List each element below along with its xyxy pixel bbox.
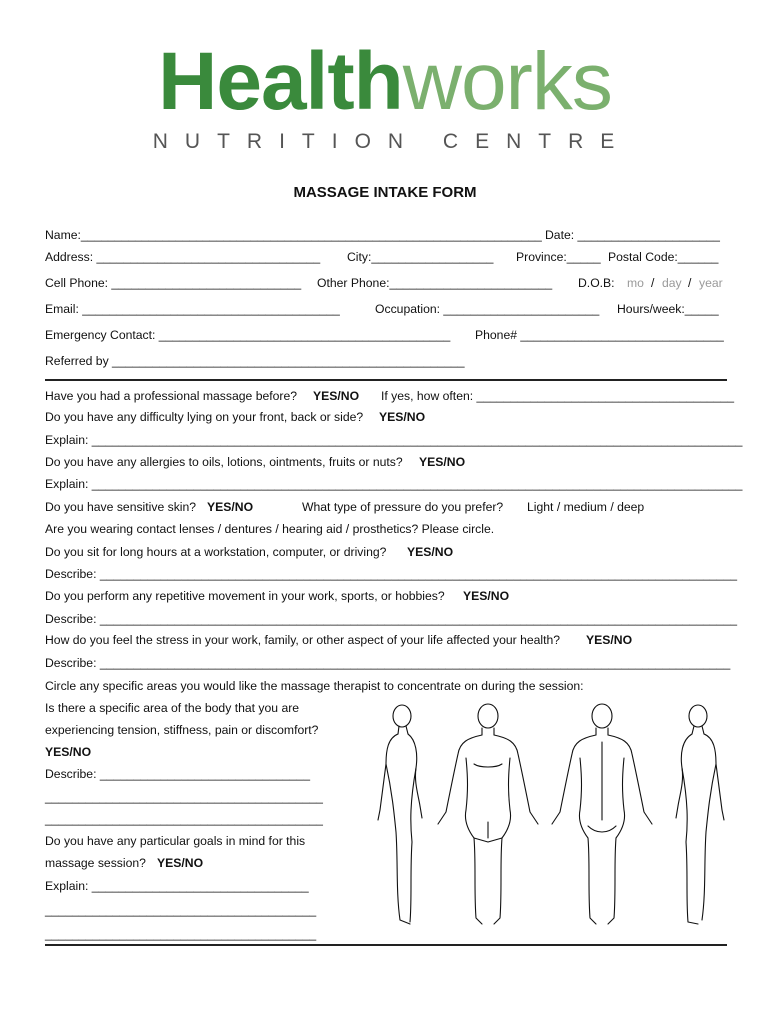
logo-bold: Health bbox=[158, 36, 403, 127]
blank-line[interactable]: _________________________________________ bbox=[45, 812, 323, 826]
explain-field[interactable]: Explain: ________________________________ bbox=[45, 879, 309, 893]
question-text: Are you wearing contact lenses / dentures / hearing aid / prosthetics? Please circle. bbox=[45, 522, 495, 536]
question-repetitive bbox=[45, 588, 727, 604]
dob-year[interactable]: year bbox=[699, 276, 723, 290]
question-sitting bbox=[45, 544, 727, 560]
question-allergies bbox=[45, 454, 727, 470]
phone-row bbox=[45, 275, 727, 291]
email-row bbox=[45, 301, 727, 317]
explain-row-1 bbox=[45, 432, 743, 448]
logo-light: works bbox=[402, 36, 612, 127]
postal-code-field[interactable]: Postal Code:______ bbox=[608, 250, 719, 264]
blank-line[interactable]: _________________________________________ bbox=[45, 790, 323, 804]
body-figure-front[interactable] bbox=[438, 704, 538, 924]
question-stress bbox=[45, 632, 727, 648]
date-field[interactable]: Date: _____________________ bbox=[545, 228, 720, 242]
section-divider-top bbox=[45, 379, 727, 381]
yes-no-option[interactable]: YES/NO bbox=[419, 455, 466, 469]
address-field[interactable]: Address: _________________________________ bbox=[45, 250, 321, 264]
dob-label: D.O.B: bbox=[578, 276, 615, 290]
logo bbox=[0, 36, 770, 154]
explain-field[interactable]: Explain: ________________________________________________________________________________________________ bbox=[45, 433, 743, 447]
email-field[interactable]: Email: ______________________________________ bbox=[45, 302, 340, 316]
emergency-contact-field[interactable]: Emergency Contact: ___________________________________________ bbox=[45, 328, 451, 342]
logo-subtitle: NUTRITION CENTRE bbox=[152, 130, 632, 153]
dob-sep-2: / bbox=[688, 276, 692, 290]
question-text: Do you have any allergies to oils, lotions, ointments, fruits or nuts? bbox=[45, 455, 403, 469]
question-text: Do you perform any repetitive movement in your work, sports, or hobbies? bbox=[45, 589, 445, 603]
describe-field[interactable]: Describe: _____________________________________________________________________________________________ bbox=[45, 656, 731, 670]
explain-field[interactable]: Explain: ________________________________________________________________________________________________ bbox=[45, 477, 743, 491]
body-diagram[interactable] bbox=[370, 702, 730, 932]
describe-field[interactable]: Describe: ______________________________________________________________________________________________ bbox=[45, 567, 738, 581]
explain-row-2 bbox=[45, 476, 743, 492]
yes-no-option[interactable]: YES/NO bbox=[157, 856, 204, 870]
yes-no-option[interactable]: YES/NO bbox=[463, 589, 510, 603]
question-lying-difficulty bbox=[45, 409, 727, 425]
question-prosthetics bbox=[45, 521, 727, 537]
yes-no-option[interactable]: YES/NO bbox=[313, 389, 360, 403]
describe-row-2 bbox=[45, 611, 738, 627]
body-figure-back[interactable] bbox=[552, 704, 652, 924]
describe-row-1 bbox=[45, 566, 738, 582]
question-text: Have you had a professional massage before? bbox=[45, 389, 298, 403]
dob-day[interactable]: day bbox=[662, 276, 682, 290]
question-text: Is there a specific area of the body that you are bbox=[45, 701, 300, 715]
body-figure-side-right[interactable] bbox=[676, 705, 724, 924]
form-title: MASSAGE INTAKE FORM bbox=[293, 184, 477, 201]
name-row bbox=[45, 227, 727, 243]
cell-phone-field[interactable]: Cell Phone: ____________________________ bbox=[45, 276, 302, 290]
question-text: experiencing tension, stiffness, pain or discomfort? bbox=[45, 723, 319, 737]
body-figure-side-left[interactable] bbox=[378, 705, 422, 924]
yes-no-option[interactable]: YES/NO bbox=[586, 633, 633, 647]
province-field[interactable]: Province:_____ bbox=[516, 250, 601, 264]
dob-month[interactable]: mo bbox=[627, 276, 644, 290]
blank-line[interactable]: ________________________________________ bbox=[45, 927, 317, 941]
question-text: Do you have any difficulty lying on your front, back or side? bbox=[45, 410, 364, 424]
referred-row bbox=[45, 353, 727, 369]
emergency-phone-field[interactable]: Phone# ______________________________ bbox=[475, 328, 724, 342]
blank-line[interactable]: ________________________________________ bbox=[45, 903, 317, 917]
dob-sep-1: / bbox=[651, 276, 655, 290]
logo-wordmark bbox=[0, 36, 770, 127]
hours-week-field[interactable]: Hours/week:_____ bbox=[617, 302, 719, 316]
describe-field[interactable]: Describe: ______________________________________________________________________________________________ bbox=[45, 612, 738, 626]
question-circle-areas bbox=[45, 678, 727, 694]
question-text: Do you have sensitive skin? bbox=[45, 500, 197, 514]
emergency-row bbox=[45, 327, 727, 343]
city-field[interactable]: City:__________________ bbox=[347, 250, 494, 264]
referred-by-field[interactable]: Referred by ____________________________________________________ bbox=[45, 354, 465, 368]
yes-no-option[interactable]: YES/NO bbox=[207, 500, 254, 514]
question-massage-before bbox=[45, 388, 735, 404]
question-text: Circle any specific areas you would like the massage therapist to concentrate on during the session: bbox=[45, 679, 584, 693]
occupation-field[interactable]: Occupation: _______________________ bbox=[375, 302, 600, 316]
pressure-options[interactable]: Light / medium / deep bbox=[527, 500, 645, 514]
pressure-question: What type of pressure do you prefer? bbox=[302, 500, 504, 514]
question-sensitive-skin bbox=[45, 499, 727, 515]
describe-field[interactable]: Describe: _______________________________ bbox=[45, 767, 310, 781]
name-field[interactable]: Name:____________________________________________________________________ bbox=[45, 228, 542, 242]
yes-no-option[interactable]: YES/NO bbox=[379, 410, 426, 424]
question-text: How do you feel the stress in your work, family, or other aspect of your life affected your health? bbox=[45, 633, 561, 647]
other-phone-field[interactable]: Other Phone:________________________ bbox=[317, 276, 553, 290]
section-divider-bottom bbox=[45, 944, 727, 946]
address-row bbox=[45, 249, 727, 265]
how-often-field[interactable]: If yes, how often: ______________________________________ bbox=[381, 389, 735, 403]
question-text: massage session? bbox=[45, 856, 146, 870]
yes-no-option[interactable]: YES/NO bbox=[407, 545, 454, 559]
yes-no-option[interactable]: YES/NO bbox=[45, 745, 92, 759]
question-text: Do you have any particular goals in mind for this bbox=[45, 834, 306, 848]
describe-row-3 bbox=[45, 655, 731, 671]
question-text: Do you sit for long hours at a workstation, computer, or driving? bbox=[45, 545, 387, 559]
